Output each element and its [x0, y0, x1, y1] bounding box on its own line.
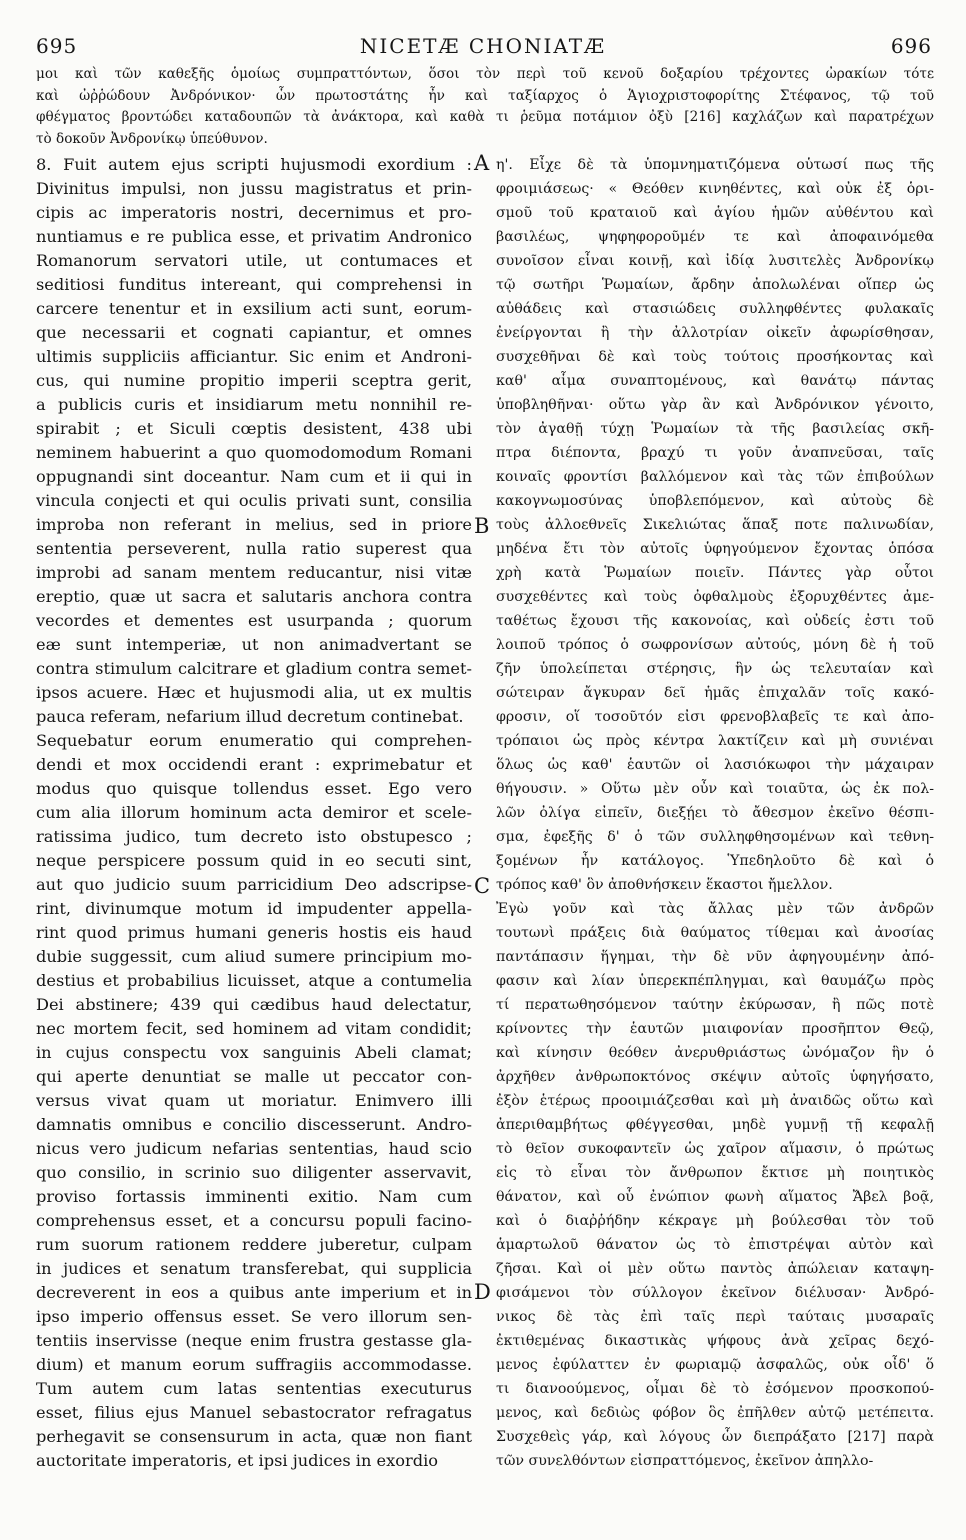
text-line: improbi ad sanam mentem reducantur, nisi vitæ [36, 563, 472, 582]
text-line: ζῆσαι. Καὶ οἱ μὲν οὕτω παντὸς ἀπώλειαν καταψη- [496, 1261, 934, 1277]
text-line: modus quo quisque tollendus esset. Ego vero [36, 779, 472, 798]
text-line: συσχεθέντες καὶ τοὺς ὀφθαλμοὺς ἐξορυχθέντες ἀμε- [496, 589, 934, 605]
text-line: σμοῦ τοῦ κραταιοῦ καὶ ἁγίου ἡμῶν αὐθέντου καὶ [496, 205, 934, 221]
text-line: eæ sunt intemperiæ, ut non animadvertant se [36, 635, 472, 654]
text-line: dium) et manum eorum suffragiis accommodasse. [36, 1355, 472, 1374]
text-line: Divinitus impulsi, non jussu magistratus et prin- [36, 179, 472, 198]
page-number-left: 695 [36, 34, 78, 58]
text-line: contra stimulum calcitrare et gladium contra semet- [36, 659, 472, 678]
text-line: rint quod primus humani generis hostis eis haud [36, 923, 472, 942]
text-line: ζῆν ὑπολείπεται στέρησις, ἣν ὡς τελευταίαν καὶ [496, 661, 934, 677]
text-line: vecordes et dementes est usurpanda ; quorum [36, 611, 472, 630]
greek-continuation-block [36, 64, 934, 150]
text-line: Συσχεθεὶς γάρ, καὶ λόγους ὧν διεπράξατο [217] παρὰ [496, 1429, 934, 1445]
text-line: σώτειραν ἄγκυραν δεῖ ἡμᾶς ἐπιχαλᾶν τοῖς κακό- [496, 685, 934, 701]
latin-column [36, 153, 472, 1473]
text-line: vincula conjecti et qui oculis privati sunt, consilia [36, 491, 472, 510]
text-line: quo consilio, in scrinio suo diligenter asservavit, [36, 1163, 472, 1182]
text-line: ἐκτιθεμένας δικαστικὰς ψήφους ἀνὰ χεῖρας δεχό- [496, 1333, 934, 1349]
text-line: κρίνοντες τὴν ἑαυτῶν μιαιφονίαν προσῆπτον Θεῷ, [496, 1021, 934, 1037]
text-line: χρὴ κατὰ Ῥωμαίων ποιεῖν. Πάντες γὰρ οὗτοι [496, 565, 934, 581]
text-line: σμα, ἐφεξῆς δ' ὁ τῶν συλληφθησομένων καὶ τεθνη- [496, 829, 934, 845]
text-line: Romanorum servatori utile, ut contumaces et [36, 251, 472, 270]
text-line: ereptio, quæ ut sacra et salutaris anchora contra [36, 587, 472, 606]
text-line: rum suorum rationem reddere juberetur, culpam [36, 1235, 472, 1254]
text-line: βασιλέως, ψηφηφοροῦμέν τε καὶ ἀποφαινόμεθα [496, 229, 934, 245]
text-line: τρόπαιοι ὡς πρὸς κέντρα λακτίζειν καὶ μὴ συνιέναι [496, 733, 934, 749]
text-line: αὐθάδεις καὶ στασιώδεις συλληφθέντες φυλακαῖς [496, 301, 934, 317]
text-line: neminem habuerint a quo quomodomodum Romani [36, 443, 472, 462]
text-line: τῷ σωτῆρι Ῥωμαίων, ἄρδην ἀπολωλέναι οἵπερ ὡς [496, 277, 934, 293]
text-line: η'. Εἶχε δὲ τὰ ὑπομνηματιζόμενα οὑτωσί πως τῆς [496, 157, 934, 173]
text-line: a publicis curis et insidiarum metu nonnihil re- [36, 395, 472, 414]
margin-marker-c: C [474, 874, 491, 898]
text-line: spirabit ; et Siculi cœptis desistent, 438 ubi [36, 419, 472, 438]
running-title: NICETÆ CHONIATÆ [359, 34, 607, 58]
text-line: μενος, καὶ δεδιὼς φόβον ὃς ἐπῆλθεν αὐτῷ μετέπειτα. [496, 1405, 934, 1421]
text-line: cipis ac imperatoris nostri, decernimus et pro- [36, 203, 472, 222]
margin-marker-d: D [474, 1280, 491, 1304]
text-line: Ἐγὼ γοῦν καὶ τὰς ἄλλας μὲν τῶν ἀνδρῶν [496, 901, 934, 917]
text-line: Tum autem cum latas sententias executurus [36, 1379, 472, 1398]
text-line: μηδένα ἔτι τὸν αὐτοῖς ὑφηγούμενον ἔχοντας ὁπόσα [496, 541, 934, 557]
text-line: in cujus conspectu vox sanguinis Abeli clamat; [36, 1043, 472, 1062]
text-line: qui aperte denuntiat se malle ut peccator con- [36, 1067, 472, 1086]
text-line: ultimis suppliciis afficiantur. Sic enim et Androni- [36, 347, 472, 366]
text-line: aut quo judicio suum parricidium Deo adscripse- [36, 875, 472, 894]
text-line: comprehensus esset, et a concursu populi facino- [36, 1211, 472, 1230]
text-line: μοι καὶ τῶν καθεξῆς ὁμοίως συμπραττόντων, ὅσοι τὸν περὶ τοῦ κενοῦ δοξαρίου τρέχοντες ὠρακίων τότε [36, 66, 934, 82]
text-line: καθ' αἷμα συναπτομένους, καὶ θανάτῳ πάντας [496, 373, 934, 389]
text-line: ὑποβληθῆναι· οὕτω γὰρ ἂν καὶ Ἀνδρόνικον γένοιτο, [496, 397, 934, 413]
text-line: τοὺς ἀλλοεθνεῖς Σικελιώτας ἅπαξ ποτε παλινωδίαν, [496, 517, 934, 533]
text-line: θάνατον, καὶ οὗ ἐνώπιον φωνὴ αἵματος Ἄβελ βοᾷ, [496, 1189, 934, 1205]
text-line: τῶν συνελθόντων εἰσπραττόμενος, ἐκεῖνον ἀπηλλο- [496, 1453, 874, 1469]
page-number-right: 696 [890, 34, 932, 58]
text-line: συσχεθῆναι δὲ καὶ τοὺς τούτοις προσήκοντας καὶ [496, 349, 934, 365]
text-line: tentiis inservisse (neque enim frustra gestasse gla- [36, 1331, 472, 1350]
text-line: cus, qui numine propitio imperii sceptra gerit, [36, 371, 472, 390]
text-line: rint, divinumque motum id impudenter appella- [36, 899, 472, 918]
text-line: καὶ ὁ διαῤῥήδην κέκραγε μὴ βούλεσθαι τὸν τοῦ [496, 1213, 934, 1229]
text-line: καὶ ὠῤῥώδουν Ἀνδρόνικον· ὧν πρωτοστάτης ἦν καὶ ταξίαρχος ὁ Ἁγιοχριστοφορίτης Στέφανος, τῷ τοῦ [36, 87, 934, 104]
text-line: Dei abstinere; 439 qui cædibus haud delectatur, [36, 995, 472, 1014]
text-line: εἰς τὸ εἶναι τὸν ἄνθρωπον ἔκτισε μὴ ποιητικὸς [496, 1165, 934, 1181]
text-line: ἐξὸν ἑτέρως προοιμιάζεσθαι καὶ μὴ ἀναιδῶς οὕτω καὶ [496, 1093, 934, 1109]
text-line: ἐνείργονται ἢ τὴν ἀλλοτρίαν οἰκεῖν ἀφωρίσθησαν, [496, 325, 934, 341]
text-line: πτρα διέποντα, βραχύ τι γοῦν ἀναπνεῦσαι, ταῖς [496, 445, 934, 461]
margin-marker-b: B [474, 514, 490, 538]
text-line: perhegavit se consensurum in acta, quæ non fiant [36, 1427, 472, 1446]
text-line: pauca referam, nefarium illud decretum continebat. [36, 707, 464, 726]
text-line: 8. Fuit autem ejus scripti hujusmodi exordium : [36, 155, 472, 174]
text-line: καὶ κίνησιν θεόθεν ἀνερυθριάστως ὠνόμαζον ἣν ὁ [496, 1045, 934, 1061]
text-line: φασιν καὶ λίαν ὑπερεκπέπληγμαι, καὶ θαυμάζω πρὸς [496, 973, 934, 989]
text-line: κακογνωμοσύνας ὑποβλεπόμενον, καὶ αὐτοὺς δὲ [496, 493, 934, 509]
text-line: damnatis omnibus e concilio discesserunt. Andro- [36, 1115, 472, 1134]
text-line: μενος ἐφύλαττεν ἐν φωριαμῷ ἀσφαλῶς, οὐκ οἶδ' ὅ [496, 1357, 934, 1373]
text-line: ratissima judico, tum decreto isto obstupesco ; [36, 827, 472, 846]
text-line: λῶν ὀλίγα εἰπεῖν, διεξῄει τὸ ἄθεσμον ἐκεῖνο θέσπι- [496, 805, 934, 821]
text-line: destius et probabilius licuisset, atque a contumelia [36, 971, 472, 990]
text-line: auctoritate imperatoris, et ipsi judices in exordio [36, 1451, 439, 1470]
text-line: seditiosi funditus intereant, qui comprehensi in [36, 275, 472, 294]
text-line: τὸ θεῖον συκοφαντεῖν ὡς χαῖρον αἵμασιν, ὁ πρώτως [496, 1141, 934, 1157]
text-line: νικος δὲ τὰς ἐπὶ ταῖς περὶ ταύταις μυσαραῖς [496, 1309, 934, 1325]
text-line: que necessarii et cognati capiantur, et omnes [36, 323, 472, 342]
text-line: φροιμιάσεως· « Θεόθεν κινηθέντες, καὶ οὐκ ἐξ ὁρι- [496, 181, 934, 197]
text-line: τὸν ἀγαθῇ τύχῃ Ῥωμαίων τὰ τῆς βασιλείας σκῆ- [496, 421, 934, 437]
text-line: esset, filius ejus Manuel sebastocrator refragatus [36, 1403, 472, 1422]
text-line: nicus vero judicum nefarias sententias, haud scio [36, 1139, 472, 1158]
text-line: decreverent in eos a quibus ante imperium et in [36, 1283, 472, 1302]
text-line: oppugnandi sint doceantur. Nam cum et ii qui in [36, 467, 472, 486]
text-line: cum alia illorum hominum acta demiror et scele- [36, 803, 472, 822]
text-line: τί περατωθησόμενον ταύτην ἐκύρωσαν, ἢ πῶς ποτὲ [496, 997, 934, 1013]
text-line: κοιναῖς φροντίσι βαλλόμενον καὶ τὰς τῶν ἐπιβούλων [496, 469, 934, 485]
text-line: versus vivat quam ut moriatur. Enimvero illi [36, 1091, 472, 1110]
text-line: ταθέτως ἔχουσι τῆς κακονοίας, καὶ οὐδείς ἐστι τοῦ [496, 613, 934, 629]
text-line: ἀρχῆθεν ἀνθρωποκτόνος σκέψιν αὐτοῖς ὑφηγήσατο, [496, 1069, 934, 1085]
text-line: sententia perseverent, nulla ratio superest qua [36, 539, 472, 558]
text-line: ξομένων ἦν κατάλογος. Ὑπεδηλοῦτο δὲ καὶ ὁ [496, 853, 934, 869]
text-line: ipsos acuere. Hæc et hujusmodi alia, ut ex multis [36, 683, 472, 702]
text-line: λοιποῦ τρόπος ὁ σωφρονίσων αὐτούς, μόνη δὲ ἡ τοῦ [496, 637, 934, 653]
text-line: παντάπασιν ἥγημαι, τὴν δὲ νῦν ἀφηγουμένην ἀπό- [496, 949, 934, 965]
text-line: φισάμενοι τὸν σύλλογον ἐκεῖνον διέλυσαν· Ἀνδρό- [496, 1285, 934, 1301]
text-line: ὅλως ὡς καθ' ἑαυτῶν οἱ λασιόκωφοι τὴν μάχαιραν [496, 757, 934, 773]
text-line: θήγουσιν. » Οὕτω μὲν οὖν καὶ τοιαῦτα, ὡς ἐκ πολ- [496, 781, 934, 797]
text-line: τρόπος καθ' ὃν ἀποθνήσκειν ἕκαστοι ἤμελλον. [496, 877, 833, 893]
text-line: proviso fortassis imminenti exitio. Nam cum [36, 1187, 472, 1206]
text-line: nec mortem fecit, sed hominem ad vitam condidit; [36, 1019, 472, 1038]
text-line: dendi et mox occidendi erant : exprimebatur et [36, 755, 472, 774]
text-line: carcere tenentur et in exsilium acti sunt, eorum- [36, 299, 472, 318]
text-line: Sequebatur eorum enumeratio qui comprehen- [36, 731, 472, 750]
greek-column [496, 153, 934, 1473]
margin-marker-a: A [474, 151, 490, 175]
text-line: τουτωνὶ πράξεις διὰ θαύματος τίθεμαι καὶ ἀνοσίας [496, 925, 934, 941]
text-line: in judices et senatum transferebat, qui supplicia [36, 1259, 472, 1278]
text-line: dubie suggessit, cum aliud sumere principium mo- [36, 947, 472, 966]
text-line: neque perspicere possum quid in eo secuti sint, [36, 851, 472, 870]
text-line: συνοῖσον εἶναι κοινῇ, καὶ ἰδίᾳ λυσιτελὲς Ἀνδρονίκῳ [496, 253, 934, 269]
text-line: ἁμαρτωλοῦ θάνατον ὡς τὸ ἐπιστρέψαι αὐτὸν καὶ [496, 1237, 934, 1253]
text-line: improba non referant in melius, sed in priore [36, 515, 472, 534]
text-line: ἀπεριθαμβήτως φθέγγεσθαι, μηδὲ γυμνῇ τῇ κεφαλῇ [496, 1117, 934, 1133]
text-line: nuntiamus e re publica esse, et privatim Andronico [36, 227, 472, 246]
text-line: τὸ δοκοῦν Ἀνδρονίκῳ ὑπεύθυνον. [36, 130, 268, 147]
text-line: φροσιν, οἵ τοσοῦτόν εἰσι φρενοβλαβεῖς τε καὶ ἀπο- [496, 709, 934, 725]
text-line: τι διανοούμενος, οἶμαι δὲ τὸ ἐσόμενον προσκοπού- [496, 1381, 934, 1397]
text-line: φθέγματος βροντώδει καταδουπῶν τὰ ἀνάκτορα, καὶ καθὰ τι ῥεῦμα ποτάμιον ὀξὺ [216] καχλάζων καὶ παρατρέχων [36, 109, 934, 125]
text-line: ipso imperio offensus esset. Se vero illorum sen- [36, 1307, 472, 1326]
